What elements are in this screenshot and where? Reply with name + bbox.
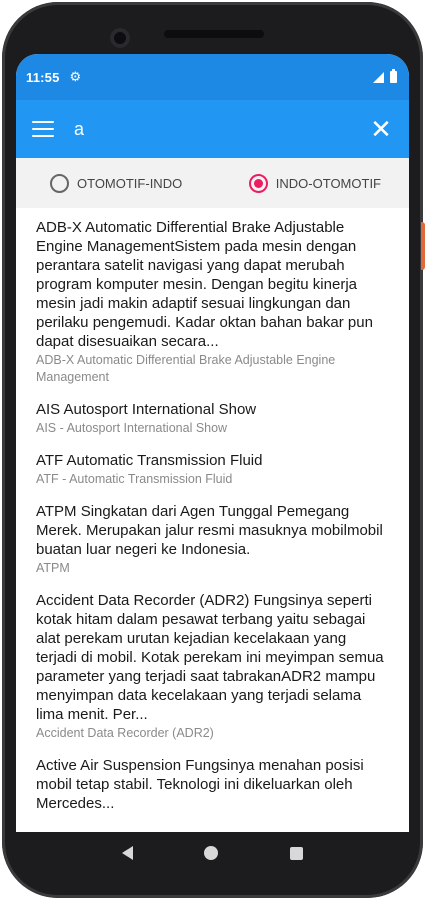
search-toolbar (16, 100, 409, 158)
side-button (421, 222, 425, 270)
radio-label: INDO-OTOMOTIF (275, 175, 381, 191)
battery-icon (390, 71, 397, 83)
earpiece-speaker (164, 30, 264, 38)
list-item[interactable] (36, 591, 389, 742)
item-subtitle: ATPM (36, 561, 70, 575)
list-item[interactable] (36, 502, 389, 577)
item-title: Active Air Suspension Fungsinya menahan posisi mobil tetap stabil. Teknologi ini dikeluarkan oleh Mercedes... (36, 757, 364, 812)
item-title: ATPM Singkatan dari Agen Tunggal Pemegang Merek. Merupakan jalur resmi masuknya mobilmobil buatan luar negeri ke Indonesia. (36, 503, 383, 558)
signal-icon (373, 72, 384, 83)
list-item[interactable] (36, 451, 389, 488)
status-time: 11:55 (26, 69, 60, 85)
results-list (16, 208, 409, 813)
hamburger-menu-icon[interactable] (32, 121, 54, 137)
list-item[interactable] (36, 400, 389, 437)
direction-selector (16, 158, 409, 208)
app-screen (16, 54, 409, 832)
item-title: ADB-X Automatic Differential Brake Adjustable Engine ManagementSistem pada mesin dengan perantara satelit navigasi yang dapat merubah program komputer mesin. Dengan begitu kinerja mesin jadi makin adaptif sesuai lingkungan dan perilaku pengemudi. Kadar oktan bahan bakar pun dapat disesuaikan secara... (36, 219, 373, 350)
search-input[interactable] (74, 119, 367, 140)
item-title: AIS Autosport International Show (36, 401, 257, 418)
front-camera (110, 28, 130, 48)
home-icon[interactable] (204, 846, 218, 860)
status-bar (16, 54, 409, 100)
item-title: ATF Automatic Transmission Fluid (36, 452, 263, 469)
radio-otomotif-indo[interactable] (50, 174, 182, 193)
back-icon[interactable] (122, 846, 133, 860)
list-item[interactable] (36, 218, 389, 386)
item-subtitle: Accident Data Recorder (ADR2) (36, 726, 214, 740)
item-subtitle: AIS - Autosport International Show (36, 421, 228, 435)
list-item[interactable] (36, 756, 389, 813)
gear-icon: ⚙ (69, 69, 82, 84)
radio-checked-icon[interactable] (249, 174, 268, 193)
item-title: Accident Data Recorder (ADR2) Fungsinya seperti kotak hitam dalam pesawat terbang yaitu sebagai alat perekam urutan kejadian kecelakaan yang terjadi di mobil. Kotak perekam ini meyimpan semua parameter yang terjadi saat tabrakanADR2 mampu menyimpan data kecelakaan yang terjadi selama lima menit. Per... (36, 592, 384, 723)
radio-indo-otomotif[interactable] (249, 174, 381, 193)
recents-icon[interactable] (290, 847, 303, 860)
system-navigation-bar (16, 832, 409, 874)
radio-label: OTOMOTIF-INDO (77, 175, 183, 191)
item-subtitle: ADB-X Automatic Differential Brake Adjustable Engine Management (36, 353, 336, 384)
item-subtitle: ATF - Automatic Transmission Fluid (36, 472, 233, 486)
radio-unchecked-icon[interactable] (50, 174, 69, 193)
close-icon[interactable]: ✕ (370, 114, 392, 144)
